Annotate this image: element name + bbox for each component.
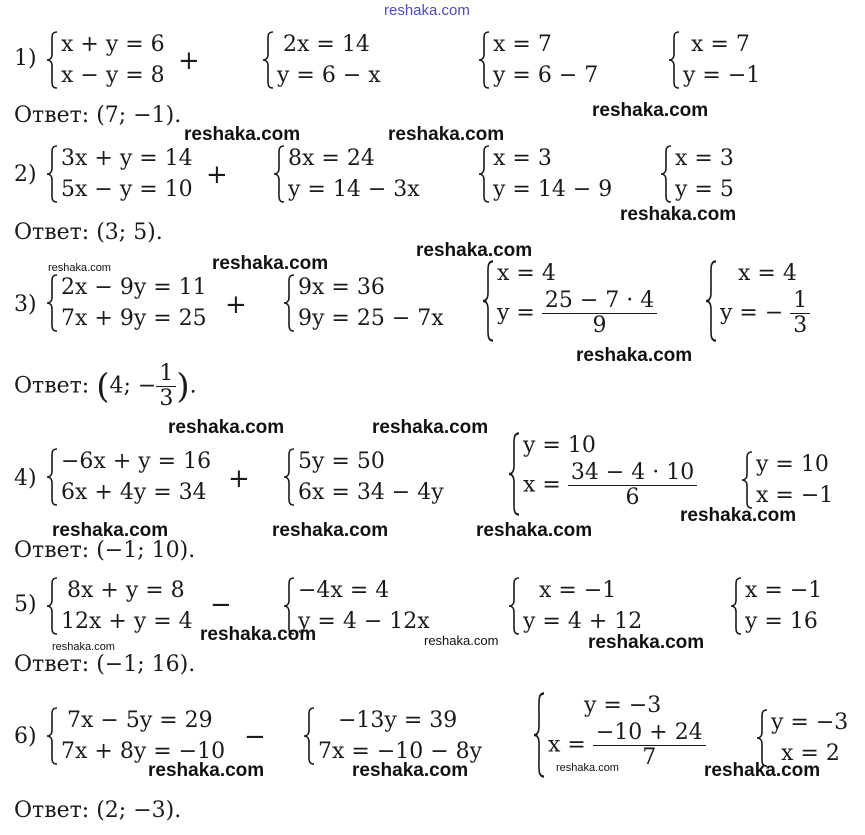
watermark: reshaka.com [576,345,693,366]
equation: x = 3 [675,146,734,171]
equation: y = 10 [756,452,829,477]
watermark-top: reshaka.com [384,2,470,19]
problem-6-number: 6) [14,724,37,749]
p5-system-4 [730,575,822,637]
p4-system-3 [508,430,697,518]
watermark: reshaka.com [372,417,489,438]
equation: 7x + 8y = −10 [61,739,226,764]
equation: x = 7 [691,32,750,57]
p3-system-1 [46,272,207,334]
fraction: $\frac{25 - 7 \cdot 4}{9}$ [542,289,657,338]
p1-system-2 [262,29,381,91]
p4-operator: + [228,464,250,494]
equation: x = $\frac{-10 + 24}{7}$ [548,721,706,770]
equation: 3x + y = 14 [61,146,193,171]
p1-system-4 [668,29,760,91]
watermark: reshaka.com [212,253,329,274]
p6-system-2 [303,705,482,767]
brace-icon [508,432,520,516]
equation: 6x = 34 − 4y [298,480,444,505]
brace-icon [283,448,295,506]
brace-icon [741,451,753,509]
p4-system-4 [741,449,833,511]
p5-system-1 [46,575,193,637]
equation: x − y = 8 [61,63,165,88]
watermark: reshaka.com [592,100,709,121]
equation: x = $\frac{34 - 4 \cdot 10}{6}$ [523,461,697,510]
equation: y = − $\frac{1}{3}$ [720,289,810,338]
watermark-small: reshaka.com [52,641,115,653]
watermark: reshaka.com [704,760,821,781]
equation: y = 14 − 3x [288,177,420,202]
equation: y = 6 − x [277,63,381,88]
brace-icon [533,692,545,778]
brace-icon [273,145,285,203]
equation: x = 7 [493,32,552,57]
equation: 5y = 50 [298,449,385,474]
fraction: $\frac{34 - 4 \cdot 10}{6}$ [568,461,697,510]
p2-system-2 [273,143,420,205]
brace-icon [478,145,490,203]
p5-operator: − [210,590,232,620]
problem-3-number: 3) [14,292,37,317]
brace-icon [705,260,717,342]
equation: −6x + y = 16 [61,449,212,474]
brace-icon [303,707,315,765]
fraction: $\frac{-10 + 24}{7}$ [593,721,706,770]
equation: x = −1 [745,578,823,603]
watermark: reshaka.com [388,124,505,145]
p1-answer: Ответ: (7; −1). [14,103,182,128]
equation: y = −1 [683,63,761,88]
brace-icon [660,145,672,203]
equation: y = 16 [745,609,818,634]
equation: 8x = 24 [288,146,375,171]
equation: y = 4 + 12 [523,609,643,634]
p6-answer: Ответ: (2; −3). [14,798,182,823]
p2-system-1 [46,143,193,205]
p4-system-2 [283,446,444,508]
p3-system-4 [705,258,810,344]
watermark-small: reshaka.com [48,262,111,274]
equation: x = 3 [493,146,552,171]
equation: y = −3 [584,693,662,718]
problem-1-number: 1) [14,46,37,71]
p4-answer: Ответ: (−1; 10). [14,538,196,563]
equation: x = 2 [781,741,840,766]
equation: y = 10 [523,433,596,458]
problem-2-number: 2) [14,162,37,187]
watermark: reshaka.com [148,760,265,781]
p2-system-4 [660,143,734,205]
fraction: $\frac{1}{3}$ [790,289,810,338]
equation: x = 4 [738,261,797,286]
equation: y = 4 − 12x [298,609,430,634]
p3-system-3 [482,258,657,344]
problem-5-number: 5) [14,592,37,617]
equation: 5x − y = 10 [61,177,193,202]
brace-icon [46,448,58,506]
watermark: reshaka.com [200,624,317,645]
watermark-small: reshaka.com [556,762,619,774]
brace-icon [46,31,58,89]
equation: 7x = −10 − 8y [318,739,483,764]
watermark: reshaka.com [680,505,797,526]
brace-icon [46,145,58,203]
brace-icon [46,707,58,765]
watermark: reshaka.com [184,124,301,145]
p1-system-1 [46,29,165,91]
equation: y = 14 − 9 [493,177,613,202]
equation: 7x − 5y = 29 [67,708,213,733]
equation: x + y = 6 [61,32,165,57]
equation: x = −1 [539,578,617,603]
p1-operator: + [178,46,200,76]
watermark: reshaka.com [168,417,285,438]
p5-system-3 [508,575,642,637]
p3-answer: Ответ: (4; − $\frac{1}{3}$ ). [14,361,197,411]
p6-system-1 [46,705,225,767]
brace-icon [262,31,274,89]
equation: y = $\frac{25 - 7 \cdot 4}{9}$ [497,289,657,338]
equation: 9x = 36 [298,275,385,300]
watermark: reshaka.com [352,760,469,781]
equation: −13y = 39 [338,708,458,733]
brace-icon [283,274,295,332]
equation: y = 5 [675,177,734,202]
brace-icon [482,260,494,342]
brace-icon [46,577,58,635]
problem-4-number: 4) [14,466,37,491]
p2-operator: + [206,160,228,190]
equation: y = −3 [771,710,849,735]
equation: x = −1 [756,483,834,508]
watermark: reshaka.com [272,520,389,541]
brace-icon [478,31,490,89]
brace-icon [508,577,520,635]
p5-answer: Ответ: (−1; 16). [14,652,196,677]
watermark: reshaka.com [588,632,705,653]
brace-icon [756,709,768,767]
watermark: reshaka.com [416,240,533,261]
watermark: reshaka.com [620,204,737,225]
equation: −4x = 4 [298,578,390,603]
p4-system-1 [46,446,211,508]
equation: 2x = 14 [283,32,370,57]
p3-system-2 [283,272,444,334]
equation: 7x + 9y = 25 [61,306,207,331]
equation: 2x − 9y = 11 [61,275,207,300]
p6-operator: − [244,722,266,752]
equation: x = 4 [497,261,556,286]
equation: 6x + 4y = 34 [61,480,207,505]
fraction: $\frac{1}{3}$ [156,362,176,411]
equation: 12x + y = 4 [61,609,193,634]
watermark: reshaka.com [52,520,169,541]
equation: y = 6 − 7 [493,63,599,88]
p2-answer: Ответ: (3; 5). [14,220,163,245]
watermark-small: reshaka.com [424,633,499,648]
equation: 8x + y = 8 [67,578,185,603]
p2-system-3 [478,143,612,205]
brace-icon [668,31,680,89]
p1-system-3 [478,29,598,91]
equation: 9y = 25 − 7x [298,306,444,331]
watermark: reshaka.com [476,520,593,541]
brace-icon [46,274,58,332]
brace-icon [730,577,742,635]
p3-operator: + [225,290,247,320]
